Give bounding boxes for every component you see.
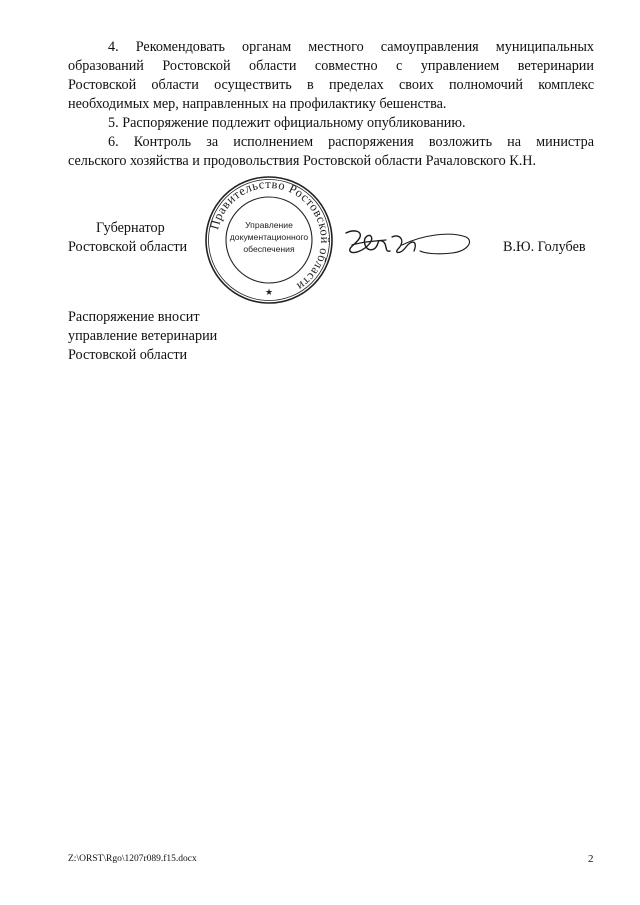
stamp-outer-text: Правительство Ростовской области [207, 176, 333, 294]
paragraph-4-line: образований Ростовской области совместно с управлением ветеринарии [68, 58, 594, 74]
paragraph-4-line: 4. Рекомендовать органам местного самоуправления муниципальных [108, 39, 594, 55]
paragraph-5 [68, 114, 594, 133]
paragraph-6-line: сельского хозяйства и продовольствия Ростовской области Рачаловского К.Н. [68, 153, 537, 169]
paragraph-6-line: 6. Контроль за исполнением распоряжения возложить на министра [108, 134, 594, 150]
submitted-by-line: управление ветеринарии [68, 328, 218, 344]
official-stamp [203, 174, 335, 306]
submitted-by-line: Распоряжение вносит [68, 309, 200, 325]
paragraph-4 [68, 38, 594, 114]
paragraph-4-line: необходимых мер, направленных на профилактику бешенства. [68, 96, 447, 112]
signatory-name: В.Ю. Голубев [503, 239, 586, 255]
footer-file-path: Z:\ORST\Rgo\1207r089.f15.docx [68, 854, 197, 864]
stamp-inner-line: Управление [245, 220, 293, 230]
page-number: 2 [588, 853, 594, 865]
paragraph-5-line: 5. Распоряжение подлежит официальному опубликованию. [108, 115, 466, 131]
signatory-title-line: Ростовской области [68, 239, 188, 255]
signatory-title [68, 219, 187, 257]
stamp-star-icon: ★ [264, 288, 274, 298]
signatory-title-line: Губернатор [96, 220, 165, 236]
paragraph-4-line: Ростовской области осуществить в пределах своих полномочий комплекс [68, 77, 594, 93]
submitted-by-note [68, 308, 217, 365]
handwritten-signature [340, 223, 476, 263]
submitted-by-line: Ростовской области [68, 347, 188, 363]
stamp-inner-line: документационного [229, 232, 309, 242]
stamp-inner-line: обеспечения [243, 244, 295, 254]
paragraph-6 [68, 133, 594, 171]
